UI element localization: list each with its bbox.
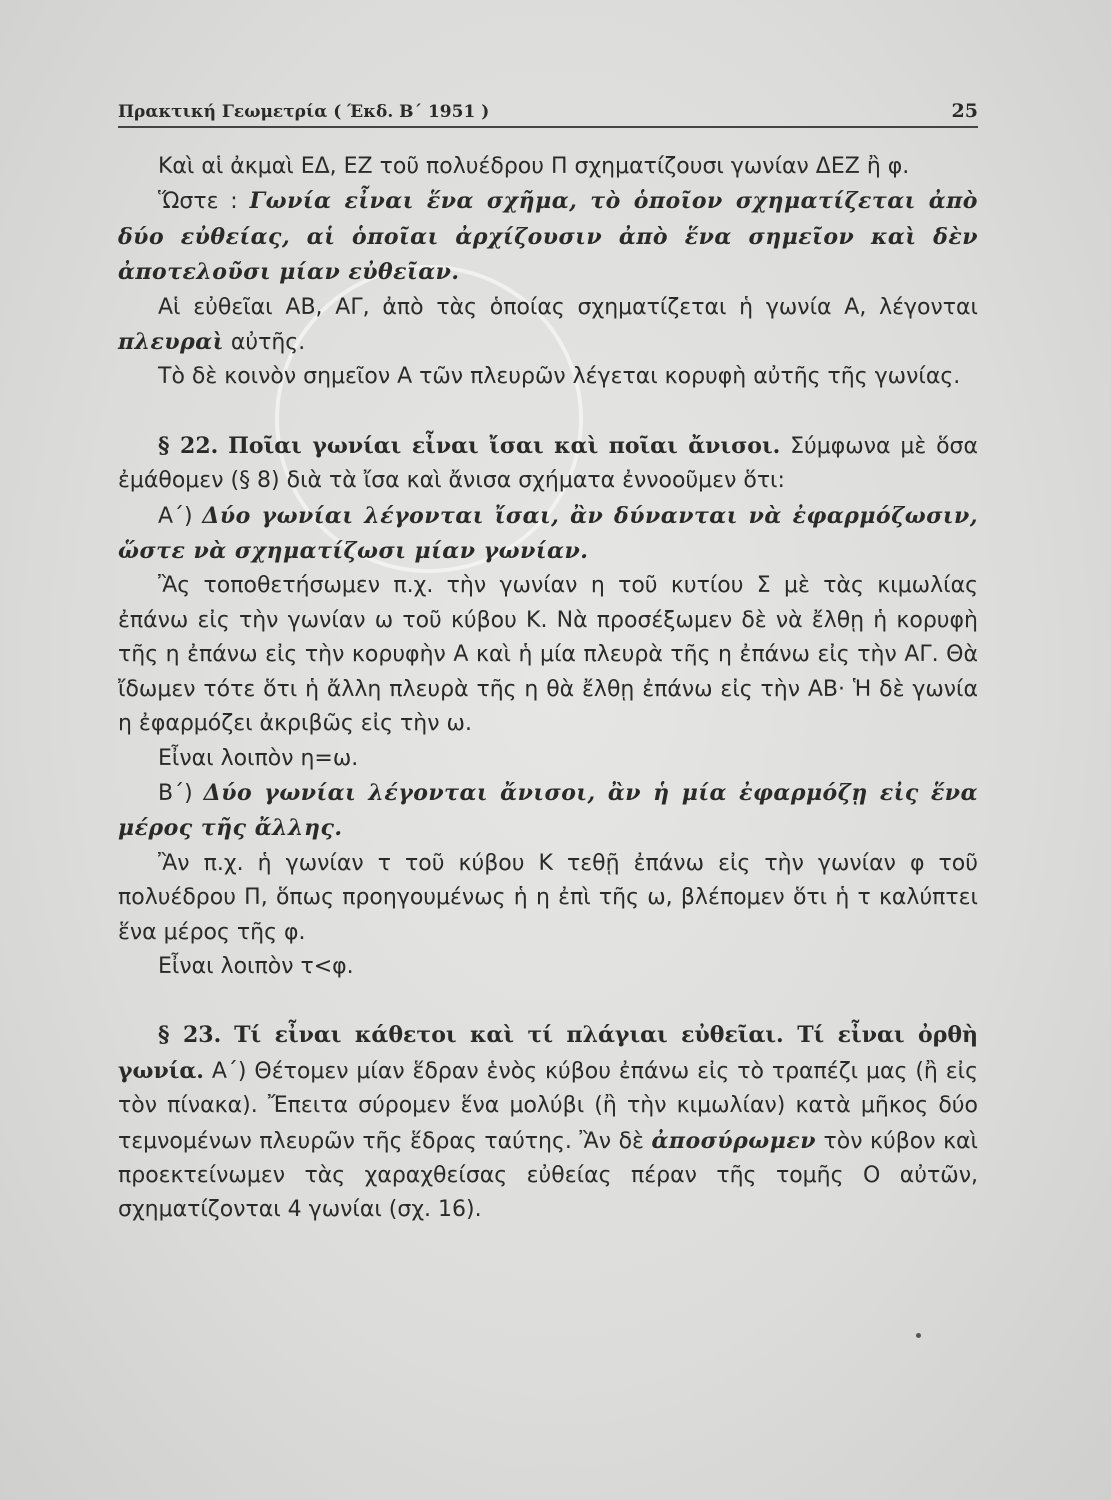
paragraph-text: Εἶναι λοιπὸν τ<φ.	[158, 953, 354, 979]
page-number: 25	[951, 100, 978, 122]
paragraph-text: Εἶναι λοιπὸν η=ω.	[158, 745, 359, 771]
paragraph	[118, 569, 978, 741]
section-23	[118, 1018, 978, 1227]
paragraph	[118, 950, 978, 984]
term-emphasis: πλευραὶ	[118, 329, 224, 356]
section-heading: Ποῖαι γωνίαι εἶναι ἴσαι καὶ ποῖαι ἄνισοι.	[228, 432, 781, 459]
paragraph-lead: Ὥστε :	[158, 189, 250, 215]
paragraph-text: Ἂς τοποθετήσωμεν π.χ. τὴν γωνίαν η τοῦ κυτίου Σ μὲ τὰς κιμωλίας ἐπάνω εἰς τὴν γωνίαν ω τοῦ κύβου Κ. Νὰ προσέξωμεν δὲ νὰ ἔλθῃ ἡ κορυφὴ τῆς η ἐπάνω εἰς τὴν κορυφὴν Α καὶ ἡ μία πλευρὰ τῆς η ἐπάνω εἰς τὴν ΑΓ. Θὰ ἴδωμεν τότε ὅτι ἡ ἄλλη πλευρὰ τῆς η θὰ ἔλθῃ ἐπάνω εἰς τὴν ΑΒ· Ἡ δὲ γωνία η ἐφαρμόζει ἀκριβῶς εἰς τὴν ω.	[118, 573, 978, 737]
paragraph-text: Αἱ εὐθεῖαι ΑΒ, ΑΓ, ἀπὸ τὰς ὁποίας σχηματίζεται ἡ γωνία Α, λέγονται	[158, 294, 978, 320]
page-header	[118, 96, 978, 128]
section-number: § 22.	[158, 432, 219, 459]
running-title: Πρακτική Γεωμετρία ( Έκδ. Β΄ 1951 )	[118, 102, 490, 122]
paragraph-text: τὸν κύβον καὶ προεκτείνωμεν τὰς χαραχθείσας εὐθείας πέραν τῆς τομῆς Ο αὐτῶν, σχηματίζονται 4 γωνίαι (σχ. 16).	[118, 1128, 978, 1223]
paragraph	[118, 360, 978, 394]
paragraph-text: Α΄) Θέτομεν μίαν ἕδραν ἑνὸς κύβου ἐπάνω εἰς τὸ τραπέζι μας (ἢ εἰς τὸν πίνακα). Ἔπειτα σύρομεν ἕνα μολύβι (ἢ τὴν κιμωλίαν) κατὰ μῆκος δύο τεμνομένων πλευρῶν τῆς ἕδρας ταύτης. Ἂν δὲ	[118, 1058, 978, 1154]
section-number: § 23.	[158, 1022, 222, 1049]
ink-speck	[916, 1333, 921, 1338]
rule-label: Α΄)	[158, 503, 203, 529]
rule-a	[118, 499, 978, 570]
paragraph-text: Καὶ αἱ ἀκμαὶ ΕΔ, ΕΖ τοῦ πολυέδρου Π σχηματίζουσι γωνίαν ΔΕΖ ἢ φ.	[158, 154, 910, 179]
rule-text: Δύο γωνίαι λέγονται ἴσαι, ἂν δύνανται νὰ ἐφαρμόζωσιν, ὥστε νὰ σχηματίζωσι μίαν γωνίαν.	[118, 502, 978, 565]
page-body	[118, 150, 978, 1228]
definition-text: Γωνία εἶναι ἕνα σχῆμα, τὸ ὁποῖον σχηματίζεται ἀπὸ δύο εὐθείας, αἱ ὁποῖαι ἀρχίζουσιν ἀπὸ ἕνα σημεῖον καὶ δὲν ἀποτελοῦσι μίαν εὐθεῖαν.	[118, 188, 978, 286]
paragraph	[118, 847, 978, 950]
rule-label: Β΄)	[158, 780, 204, 806]
paragraph	[118, 742, 978, 776]
definition-paragraph	[118, 184, 978, 290]
rule-b	[118, 776, 978, 847]
section-22	[118, 429, 978, 499]
paragraph	[118, 150, 978, 184]
rule-text: Δύο γωνίαι λέγονται ἄνισοι, ἂν ἡ μία ἐφαρμόζῃ εἰς ἕνα μέρος τῆς ἄλλης.	[118, 779, 978, 842]
section-heading: Τί εἶναι κάθετοι καὶ τί πλάγιαι εὐθεῖαι. Τί εἶναι ὀρθὴ γωνία.	[118, 1022, 978, 1084]
paragraph-text: Ἂν π.χ. ἡ γωνίαν τ τοῦ κύβου Κ τεθῇ ἐπάνω εἰς τὴν γωνίαν φ τοῦ πολυέδρου Π, ὅπως προηγουμένως ἡ η ἐπὶ τῆς ω, βλέπομεν ὅτι ἡ τ καλύπτει ἕνα μέρος τῆς φ.	[118, 850, 978, 945]
term-emphasis: ἀποσύρωμεν	[651, 1127, 816, 1154]
paragraph-text: Σύμφωνα μὲ ὅσα ἐμάθομεν (§ 8) διὰ τὰ ἴσα καὶ ἄνισα σχήματα ἐννοοῦμεν ὅτι:	[118, 433, 978, 494]
paragraph	[118, 291, 978, 361]
paragraph-text: Τὸ δὲ κοινὸν σημεῖον Α τῶν πλευρῶν λέγεται κορυφὴ αὐτῆς τῆς γωνίας.	[158, 364, 961, 390]
paragraph-text: αὐτῆς.	[223, 330, 306, 356]
